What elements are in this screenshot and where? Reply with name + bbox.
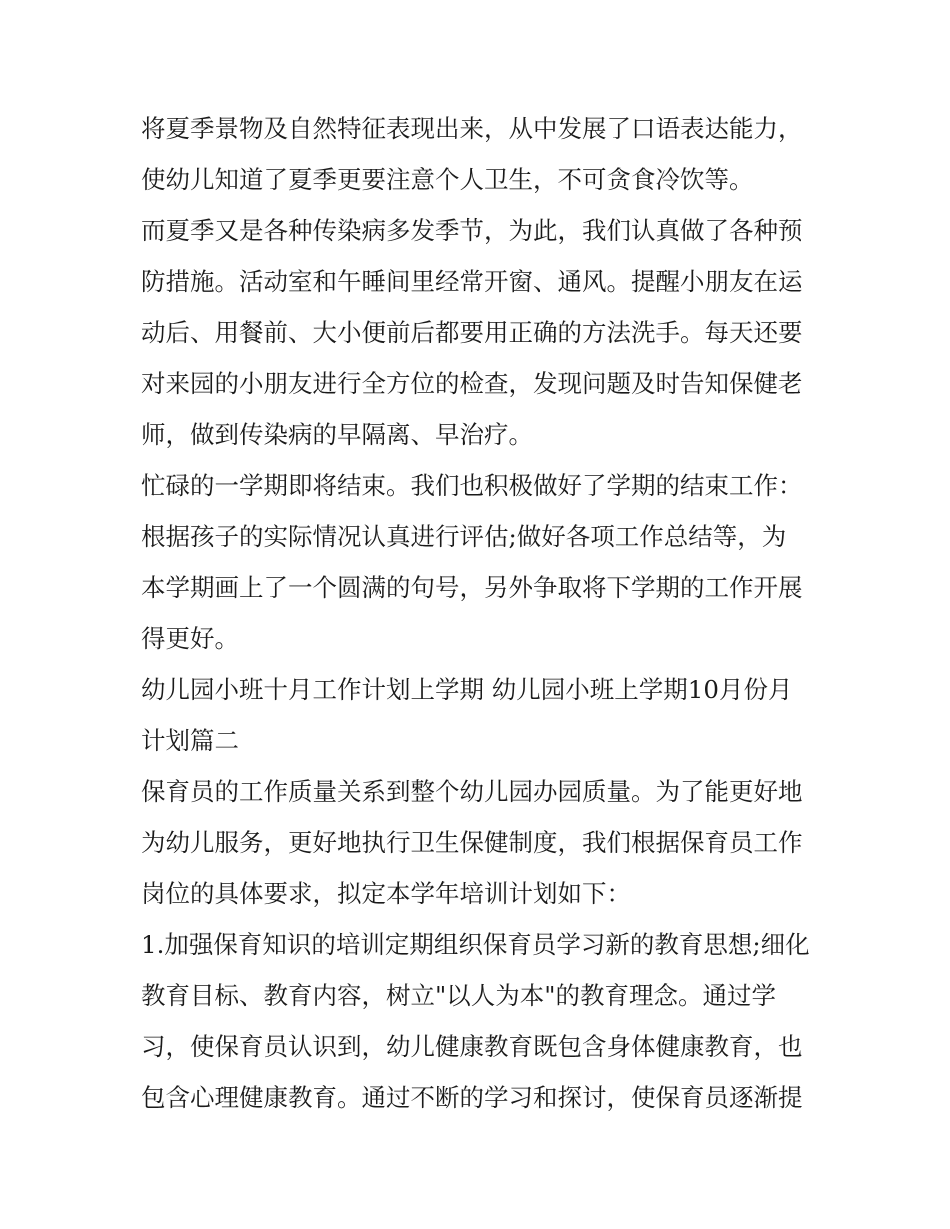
text-line: 包含心理健康教育。通过不断的学习和探讨，使保育员逐渐提	[141, 1083, 803, 1112]
text-line: 动后、用餐前、大小便前后都要用正确的方法洗手。每天还要	[141, 318, 803, 347]
list-item-line: 1.加强保育知识的培训定期组织保育员学习新的教育思想;细化	[141, 930, 810, 959]
text-line: 对来园的小朋友进行全方位的检查，发现问题及时告知保健老	[141, 369, 803, 398]
text-line: 将夏季景物及自然特征表现出来，从中发展了口语表达能力，	[141, 114, 803, 143]
text-line: 为幼儿服务，更好地执行卫生保健制度，我们根据保育员工作	[141, 828, 803, 857]
text-line: 习，使保育员认识到，幼儿健康教育既包含身体健康教育，也	[141, 1032, 803, 1061]
section-heading-line: 计划篇二	[141, 726, 239, 755]
document-body	[141, 103, 821, 1123]
text-line: 本学期画上了一个圆满的句号，另外争取将下学期的工作开展	[141, 573, 803, 602]
text-line: 防措施。活动室和午睡间里经常开窗、通风。提醒小朋友在运	[141, 267, 803, 296]
section-heading-line: 幼儿园小班十月工作计划上学期 幼儿园小班上学期10月份月	[141, 675, 793, 704]
text-line: 根据孩子的实际情况认真进行评估;做好各项工作总结等，为	[141, 522, 787, 551]
text-line: 师，做到传染病的早隔离、早治疗。	[141, 420, 533, 449]
text-line: 忙碌的一学期即将结束。我们也积极做好了学期的结束工作：	[141, 471, 803, 500]
text-line: 而夏季又是各种传染病多发季节，为此，我们认真做了各种预	[141, 216, 803, 245]
text-line: 教育目标、教育内容，树立"以人为本"的教育理念。通过学	[141, 981, 777, 1010]
text-line: 岗位的具体要求，拟定本学年培训计划如下：	[141, 879, 631, 908]
text-line: 使幼儿知道了夏季更要注意个人卫生，不可贪食冷饮等。	[141, 165, 754, 194]
text-line: 保育员的工作质量关系到整个幼儿园办园质量。为了能更好地	[141, 777, 803, 806]
text-line: 得更好。	[141, 624, 239, 653]
